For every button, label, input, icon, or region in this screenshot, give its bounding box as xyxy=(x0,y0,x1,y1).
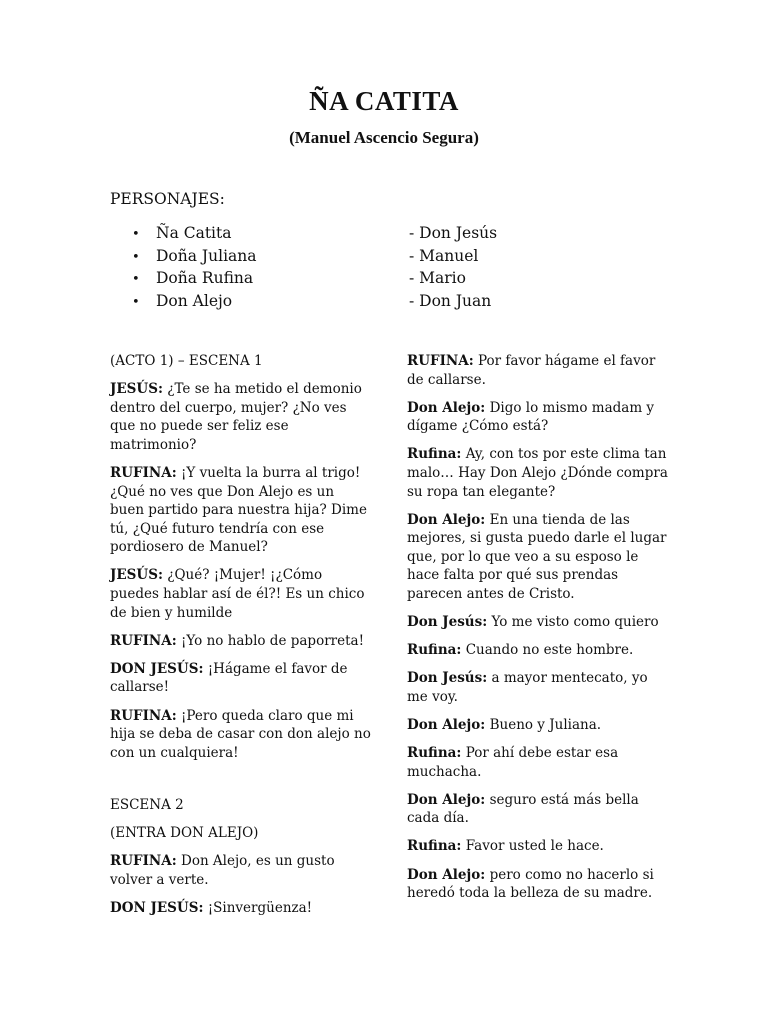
dialogue-text: ¡Hágame el favor de callarse! xyxy=(110,660,348,696)
speaker-name: Rufina: xyxy=(407,745,462,762)
dialogue-text: Digo lo mismo madam y dígame ¿Cómo está? xyxy=(407,399,655,435)
dialogue-text: Yo me visto como quiero xyxy=(487,614,659,631)
speaker-name: RUFINA: xyxy=(110,632,177,649)
speaker-name: Don Alejo: xyxy=(407,866,486,883)
cast-name: Doña Rufina xyxy=(156,269,254,287)
dialogue-line xyxy=(407,791,669,828)
dialogue-line xyxy=(110,632,372,651)
dialogue-line xyxy=(110,707,372,763)
cast-item: - Don Jesús xyxy=(409,224,498,242)
bullet-icon: • xyxy=(132,249,140,265)
speaker-name: RUFINA: xyxy=(110,707,177,724)
dialogue-text: a mayor mentecato, yo me voy. xyxy=(407,670,648,705)
document-subtitle: (Manuel Ascencio Segura) xyxy=(289,128,479,147)
dialogue-text: pero como no hacerlo si heredó toda la belleza de su madre. xyxy=(407,866,654,902)
dialogue-text: ¿Te se ha metido el demonio dentro del cuerpo, mujer? ¿No ves que no puede ser feliz ese matrimonio? xyxy=(110,381,362,453)
dialogue-line xyxy=(407,613,669,632)
document-title: ÑA CATITA xyxy=(309,86,459,116)
dialogue-text: Por ahí debe estar esa muchacha. xyxy=(407,745,619,780)
script-column-right xyxy=(407,352,669,912)
dialogue-line xyxy=(407,669,669,706)
cast-item xyxy=(132,290,257,313)
dialogue-text: Cuando no este hombre. xyxy=(461,642,634,659)
speaker-name: Don Alejo: xyxy=(407,511,486,528)
dialogue-text: Bueno y Juliana. xyxy=(485,717,602,733)
speaker-name: DON JESÚS: xyxy=(110,900,204,917)
dialogue-text: ¡Pero queda claro que mi hija se deba de casar con don alejo no con un cualquiera! xyxy=(110,707,371,761)
dialogue-text: Ay, con tos por este clima tan malo… Hay Don Alejo ¿Dónde compra su ropa tan elegante? xyxy=(407,446,668,500)
scene-heading: ESCENA 2 xyxy=(110,797,184,814)
dialogue-text: seguro está más bella cada día. xyxy=(407,791,639,827)
dialogue-line xyxy=(407,837,669,856)
cast-name: Don Alejo xyxy=(156,291,233,310)
dialogue-line xyxy=(407,399,669,436)
cast-name: Doña Juliana xyxy=(156,246,257,265)
scene-heading: (ACTO 1) – ESCENA 1 xyxy=(110,353,263,369)
dialogue-line xyxy=(407,511,669,604)
speaker-name: Don Alejo: xyxy=(407,399,486,416)
speaker-name: RUFINA: xyxy=(110,464,177,481)
bullet-icon: • xyxy=(132,272,140,287)
dialogue-line xyxy=(407,641,669,660)
speaker-name: Don Alejo: xyxy=(407,791,486,808)
cast-item: - Don Juan xyxy=(409,291,492,310)
dialogue-line xyxy=(407,744,669,781)
dialogue-line xyxy=(110,660,372,697)
dialogue-text: En una tienda de las mejores, si gusta puedo darle el lugar que, por lo que veo a su esposo le hace falta por qué sus prendas parecen antes de Cristo. xyxy=(407,511,667,603)
dialogue-line xyxy=(407,445,669,501)
cast-item xyxy=(132,245,257,268)
stage-direction: (ENTRA DON ALEJO) xyxy=(110,825,259,842)
speaker-name: Rufina: xyxy=(407,642,462,659)
dialogue-line xyxy=(110,899,372,918)
cast-heading: PERSONAJES: xyxy=(110,190,225,208)
dialogue-line xyxy=(110,464,372,557)
speaker-name: RUFINA: xyxy=(110,853,177,870)
cast-item xyxy=(132,267,257,290)
bullet-icon: • xyxy=(132,227,140,242)
speaker-name: JESÚS: xyxy=(110,567,163,584)
dialogue-line xyxy=(407,352,669,389)
cast-name: Ña Catita xyxy=(156,224,232,242)
cast-list-right xyxy=(409,222,497,312)
speaker-name: Rufina: xyxy=(407,838,462,855)
cast-item xyxy=(132,222,257,245)
speaker-name: RUFINA: xyxy=(407,353,474,369)
dialogue-text: ¡Yo no hablo de paporreta! xyxy=(176,632,364,649)
dialogue-line xyxy=(407,716,669,735)
speaker-name: JESÚS: xyxy=(110,381,163,398)
cast-item: - Manuel xyxy=(409,246,479,265)
speaker-name: DON JESÚS: xyxy=(110,660,204,677)
cast-item: - Mario xyxy=(409,269,466,287)
script-column-left xyxy=(110,352,372,927)
speaker-name: Rufina: xyxy=(407,446,462,463)
cast-list-left xyxy=(132,222,257,312)
dialogue-text: Por favor hágame el favor de callarse. xyxy=(407,353,656,388)
dialogue-line xyxy=(110,380,372,454)
dialogue-line xyxy=(407,866,669,903)
dialogue-text: ¿Qué? ¡Mujer! ¡¿Cómo puedes hablar así de él?! Es un chico de bien y humilde xyxy=(110,567,365,621)
dialogue-text: Don Alejo, es un gusto volver a verte. xyxy=(110,853,335,889)
dialogue-text: Favor usted le hace. xyxy=(461,838,604,855)
bullet-icon: • xyxy=(132,294,140,310)
speaker-name: Don Jesús: xyxy=(407,670,488,687)
dialogue-text: ¡Sinvergüenza! xyxy=(203,900,313,917)
speaker-name: Don Alejo: xyxy=(407,717,486,733)
speaker-name: Don Jesús: xyxy=(407,614,488,631)
dialogue-line xyxy=(110,566,372,622)
dialogue-text: ¡Y vuelta la burra al trigo! ¿Qué no ves que Don Alejo es un buen partido para nuestra hija? Dime tú, ¿Qué futuro tendría con ese pordiosero de Manuel? xyxy=(110,464,367,556)
dialogue-line xyxy=(110,852,372,889)
